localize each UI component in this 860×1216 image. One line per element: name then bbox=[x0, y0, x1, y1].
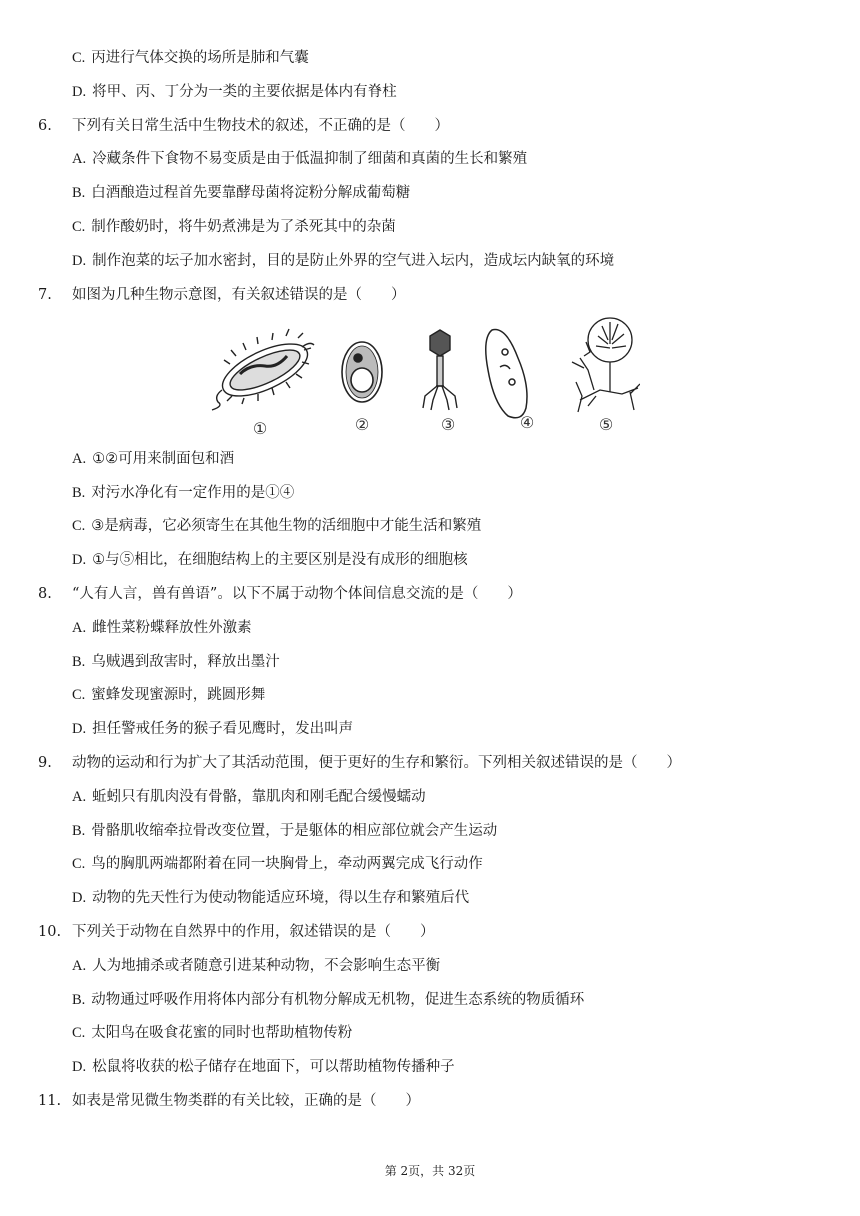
page-footer: 第 2页，共 32页 bbox=[384, 1164, 476, 1178]
option-c: C. 制作酸奶时，将牛奶煮沸是为了杀死其中的杂菌 bbox=[72, 219, 396, 235]
question-number: 6. bbox=[38, 118, 52, 134]
figure-label: ② bbox=[354, 415, 370, 434]
option-b: B. 骨骼肌收缩牵拉骨改变位置，于是躯体的相应部位就会产生运动 bbox=[72, 823, 498, 839]
mold-drawing bbox=[572, 318, 640, 412]
option-a: A. 人为地捕杀或者随意引进某种动物，不会影响生态平衡 bbox=[72, 958, 441, 974]
option-b: B. 乌贼遇到敌害时，释放出墨汁 bbox=[72, 654, 280, 670]
question-number: 11. bbox=[38, 1093, 62, 1109]
option-d: D. 制作泡菜的坛子加水密封，目的是防止外界的空气进入坛内，造成坛内缺氧的环境 bbox=[72, 253, 615, 269]
yeast-drawing bbox=[342, 342, 382, 402]
question-stem: 如图为几种生物示意图，有关叙述错误的是（ ） bbox=[72, 287, 406, 303]
question-stem: 下列有关日常生活中生物技术的叙述，不正确的是（ ） bbox=[72, 118, 449, 134]
question-number: 9. bbox=[38, 755, 52, 771]
option-a: A. 蚯蚓只有肌肉没有骨骼，靠肌肉和刚毛配合缓慢蠕动 bbox=[72, 789, 426, 805]
option-c: C. ③是病毒，它必须寄生在其他生物的活细胞中才能生活和繁殖 bbox=[72, 518, 482, 534]
option-b: B. 对污水净化有一定作用的是①④ bbox=[72, 485, 295, 501]
question-stem: “人有人言，兽有兽语”。以下不属于动物个体间信息交流的是（ ） bbox=[72, 586, 522, 602]
question-stem: 动物的运动和行为扩大了其活动范围，便于更好的生存和繁衍。下列相关叙述错误的是（ ） bbox=[72, 755, 681, 771]
option-a: A. ①②可用来制面包和酒 bbox=[72, 451, 235, 467]
organisms-figure bbox=[200, 312, 640, 442]
option-a: A. 冷藏条件下食物不易变质是由于低温抑制了细菌和真菌的生长和繁殖 bbox=[72, 151, 528, 167]
question-number: 8. bbox=[38, 586, 52, 602]
question-number: 7. bbox=[38, 287, 52, 303]
question-stem: 如表是常见微生物类群的有关比较，正确的是（ ） bbox=[72, 1093, 420, 1109]
figure-label: ③ bbox=[440, 415, 456, 434]
option-d: D. 松鼠将收获的松子储存在地面下，可以帮助植物传播种子 bbox=[72, 1059, 455, 1075]
option-d: D. 担任警戒任务的猴子看见鹰时，发出叫声 bbox=[72, 721, 354, 737]
option-d: D. 动物的先天性行为使动物能适应环境，得以生存和繁殖后代 bbox=[72, 890, 470, 906]
option-d: D. ①与⑤相比，在细胞结构上的主要区别是没有成形的细胞核 bbox=[72, 552, 468, 568]
bacterium-drawing bbox=[212, 329, 315, 410]
question-number: 10. bbox=[38, 924, 62, 940]
figure-label: ⑤ bbox=[598, 415, 614, 434]
option-a: A. 雌性菜粉蝶释放性外激素 bbox=[72, 620, 252, 636]
option-c: C. 丙进行气体交换的场所是肺和气囊 bbox=[72, 50, 309, 66]
figure-label: ① bbox=[252, 419, 268, 438]
virus-drawing bbox=[423, 330, 457, 410]
figure-label: ④ bbox=[519, 413, 535, 432]
question-stem: 下列关于动物在自然界中的作用，叙述错误的是（ ） bbox=[72, 924, 435, 940]
option-b: B. 动物通过呼吸作用将体内部分有机物分解成无机物，促进生态系统的物质循环 bbox=[72, 992, 585, 1008]
paramecium-drawing bbox=[486, 330, 527, 418]
option-b: B. 白酒酿造过程首先要靠酵母菌将淀粉分解成葡萄糖 bbox=[72, 185, 411, 201]
option-d: D. 将甲、丙、丁分为一类的主要依据是体内有脊柱 bbox=[72, 84, 397, 100]
option-c: C. 太阳鸟在吸食花蜜的同时也帮助植物传粉 bbox=[72, 1025, 353, 1041]
option-c: C. 蜜蜂发现蜜源时，跳圆形舞 bbox=[72, 687, 266, 703]
option-c: C. 鸟的胸肌两端都附着在同一块胸骨上，牵动两翼完成飞行动作 bbox=[72, 856, 483, 872]
